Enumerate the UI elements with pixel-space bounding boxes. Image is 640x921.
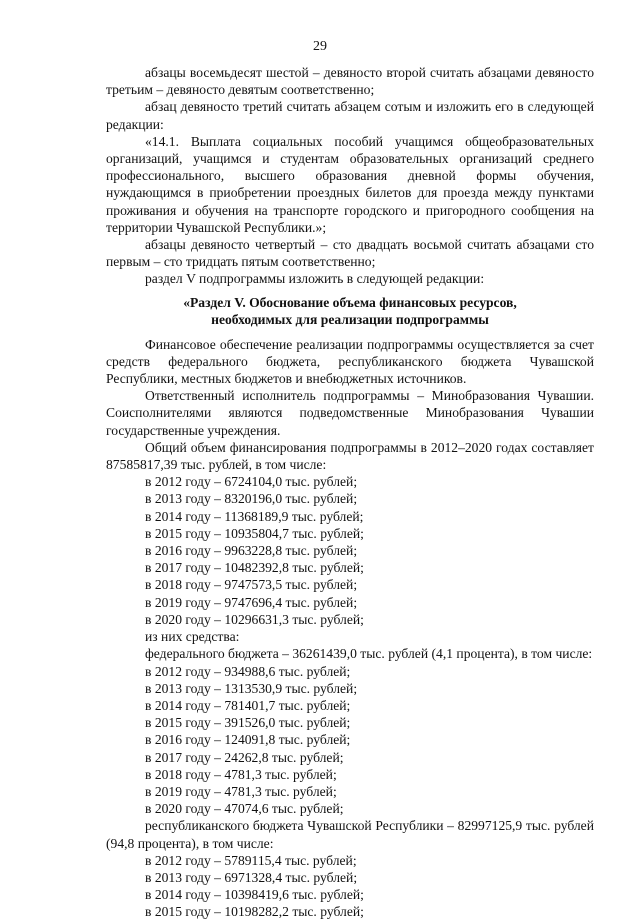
page-number: 29 [313,39,327,54]
list-item: в 2016 году – 124091,8 тыс. рублей; [145,732,351,748]
paragraph-section-v-intro: раздел V подпрограммы изложить в следующей редакции: [145,271,485,287]
list-item: в 2013 году – 8320196,0 тыс. рублей; [145,491,358,507]
paragraph-from-them: из них средства: [145,629,240,645]
document-body [106,64,594,921]
list-item: в 2017 году – 24262,8 тыс. рублей; [145,749,344,765]
list-item: в 2020 году – 10296631,3 тыс. рублей; [145,611,364,627]
section-heading-line-1: «Раздел V. Обоснование объема финансовых ресурсов, [183,294,517,310]
list-item: в 2015 году – 10935804,7 тыс. рублей; [145,525,364,541]
list-item: в 2018 году – 4781,3 тыс. рублей; [145,766,337,782]
paragraph-renumber-86-92: абзацы восемьдесят шестой – девяносто второй считать абзацами девяносто третьим – девяносто девятым соответственно; [106,65,594,98]
list-item: в 2014 году – 11368189,9 тыс. рублей; [145,508,364,524]
list-item: в 2012 году – 6724104,0 тыс. рублей; [145,474,358,490]
list-item: в 2013 году – 6971328,4 тыс. рублей; [145,869,358,885]
list-item: в 2020 году – 47074,6 тыс. рублей; [145,801,344,817]
republic-by-year-list [106,852,594,921]
section-heading-line-2: необходимых для реализации подпрограммы [211,312,489,328]
paragraph-renumber-94-128: абзацы девяносто четвертый – сто двадцать восьмой считать абзацами сто первым – сто тридцать пятым соответственно; [106,237,594,270]
list-item: в 2017 году – 10482392,8 тыс. рублей; [145,560,364,576]
total-by-year-list [106,473,594,628]
list-item: в 2015 году – 391526,0 тыс. рублей; [145,715,351,731]
list-item: в 2013 году – 1313530,9 тыс. рублей; [145,680,358,696]
list-item: в 2014 году – 781401,7 тыс. рублей; [145,697,351,713]
list-item: в 2016 году – 9963228,8 тыс. рублей; [145,543,358,559]
paragraph-responsible-executor: Ответственный исполнитель подпрограммы – Минобразования Чувашии. Соисполнителями являются подведомственные Минобразования Чувашии государственные учреждения. [106,388,594,438]
section-heading [106,294,594,329]
paragraph-financing-sources: Финансовое обеспечение реализации подпрограммы осуществляется за счет средств федерального бюджета, республиканского бюджета Чувашской Республики, местных бюджетов и внебюджетных источников. [106,336,594,387]
paragraph-federal-budget: федерального бюджета – 36261439,0 тыс. рублей (4,1 процента), в том числе: [145,646,593,662]
paragraph-total-financing: Общий объем финансирования подпрограммы в 2012–2020 годах составляет 87585817,39 тыс. рублей, в том числе: [106,439,594,473]
paragraph-renumber-93: абзац девяносто третий считать абзацем сотым и изложить его в следующей редакции: [106,99,594,132]
list-item: в 2012 году – 5789115,4 тыс. рублей; [145,852,357,868]
list-item: в 2015 году – 10198282,2 тыс. рублей; [145,904,364,920]
list-item: в 2012 году – 934988,6 тыс. рублей; [145,663,351,679]
paragraph-item-14-1: «14.1. Выплата социальных пособий учащимся общеобразовательных организаций, учащимся и студентам образовательных организаций среднего профессионального, высшего образования дневной формы обучения, нуждающимся в приобретении проездных билетов для проезда между пунктами проживания и обучения на транспорте городского и пригородного сообщения на территории Чувашской Республики.»; [106,133,594,235]
list-item: в 2019 году – 4781,3 тыс. рублей; [145,783,337,799]
paragraph-republic-budget: республиканского бюджета Чувашской Республики – 82997125,9 тыс. рублей (94,8 процента), в том числе: [106,818,594,851]
list-item: в 2019 году – 9747696,4 тыс. рублей; [145,594,358,610]
federal-by-year-list [106,663,594,818]
list-item: в 2018 году – 9747573,5 тыс. рублей; [145,577,358,593]
list-item: в 2014 году – 10398419,6 тыс. рублей; [145,887,364,903]
